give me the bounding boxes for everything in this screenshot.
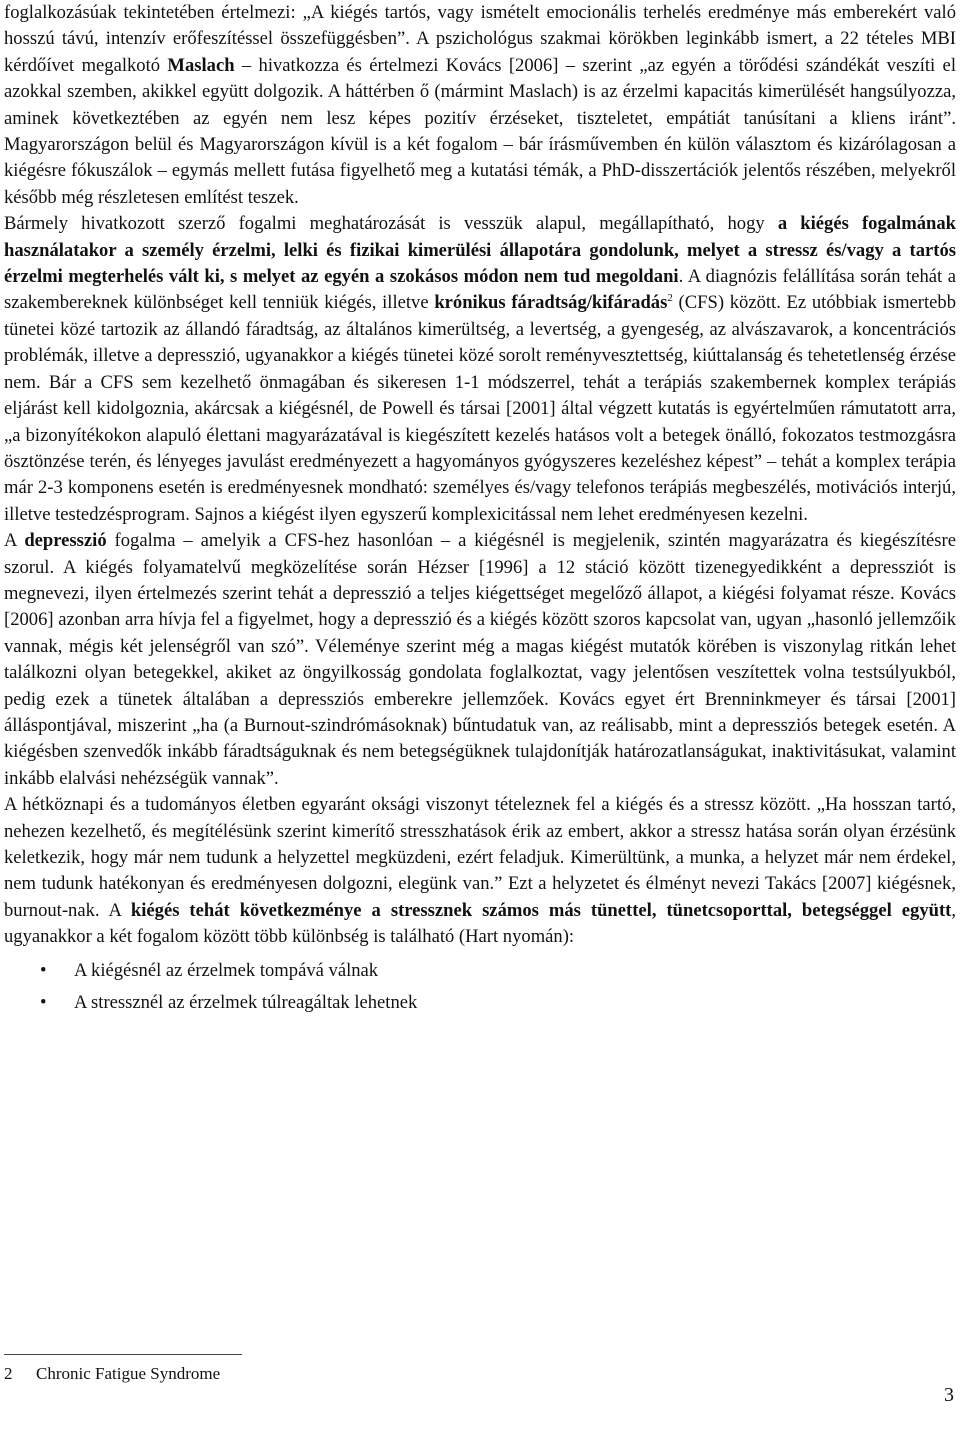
emphasis-text: a kiégés fogalmának használatakor a személy érzelmi, lelki és fizikai kimerülési állapotára gondolunk, melyet a stressz és/vagy a tartós érzelmi megterhelés vált ki, s melyet az egyén a szokásos módon nem tud megoldani <box>4 213 956 288</box>
bullet-text: A stressznél az érzelmek túlreagáltak lehetnek <box>74 991 418 1013</box>
footnote-divider <box>4 1354 242 1355</box>
footnote <box>4 1364 220 1384</box>
text-run: foglalkozásúak tekintetében értelmezi: „A kiégés tartós, vagy ismételt emocionális terhelés eredménye más emberekért való hosszú távú, intenzív erőfeszítéssel összefüggésben”. A pszichológus szakmai körökben leginkább ismert, a 22 tételes MBI kérdőívet megalkotó <box>4 2 956 76</box>
paragraph-1 <box>4 0 956 211</box>
footnote-text: Chronic Fatigue Syndrome <box>36 1364 221 1383</box>
bullet-icon: • <box>40 959 47 981</box>
bullet-list <box>4 955 956 1019</box>
emphasis-text: kiégés tehát következménye a stressznek számos más tünettel, tünetcsoporttal, betegséggel együtt <box>130 899 952 921</box>
page-number: 3 <box>944 1384 954 1406</box>
bullet-item <box>40 987 956 1019</box>
bullet-icon: • <box>40 991 47 1013</box>
bullet-item <box>40 955 956 987</box>
text-run: fogalma – amelyik a CFS-hez hasonlóan – a kiégésnél is megjelenik, szintén magyarázatra és kiegészítésre szorul. A kiégés folyamatelvű megközelítése során Hézser [1996] a 12 stáció között tizenegyedikként a depressziót is megnevezi, ilyen értelmezés szerint tehát a depresszió a teljes kiégettséget megelőző állapot, a kiégési folyamat része. Kovács [2006] azonban arra hívja fel a figyelmet, hogy a depresszió és a kiégés között szoros kapcsolat van, ugyan „hasonló jellemzőik vannak, mégis két jelenségről van szó”. Véleménye szerint még a magas kiégést mutatók körében is viszonylag ritkán lehet találkozni olyan betegekkel, akiket az öngyilkosság gondolata foglalkoztat, vagy jelentősen veszítettek volna testsúlyukból, pedig ezek a tünetek általában a depressziós emberekre jellemzőek. Kovács egyet ért Brenninkmeyer és társai [2001] álláspontjával, miszerint „ha (a Burnout-szindrómásoknak) bűntudatuk van, az reálisabb, mint a depressziós betegek esetén. A kiégésben szenvedők inkább fáradtságuknak és nem betegségüknek tulajdonítják határozatlanságukat, inaktivitásukat, valamint inkább elalvási nehézségük vannak”. <box>4 530 956 789</box>
text-run: A hétköznapi és a tudományos életben egyaránt oksági viszonyt tételeznek fel a kiégés és a stressz között. „Ha hosszan tartó, nehezen kezelhető, és megítélésünk szerint kimerítő stresszhatások érik az embert, akkor a stressz hatása során olyan érzésünk keletkezik, hogy már nem tudunk a helyzettel megküzdeni, ezért feladjuk. Kimerültünk, a munka, a helyzet már nem érdekel, nem tudunk hatékonyan és eredményesen dolgozni, elegünk van.” Ezt a helyzetet és élményt nevezi Takács [2007] kiégésnek, burnout-nak. A <box>4 794 956 921</box>
footnote-number: 2 <box>4 1364 13 1383</box>
footnote-ref: 2 <box>667 292 673 305</box>
emphasis-text: krónikus fáradtság/kifáradás <box>434 292 668 314</box>
text-run: A <box>4 530 25 552</box>
bullet-text: A kiégésnél az érzelmek tompává válnak <box>74 959 379 981</box>
paragraph-3 <box>4 528 956 792</box>
emphasis-text: Maslach <box>167 54 235 76</box>
text-run: . A diagnózis felállítása során tehát a szakembereknek különbséget kell tenniük kiégés, illetve <box>4 266 956 314</box>
text-run: (CFS) között. Ez utóbbiak ismertebb tünetei közé tartozik az állandó fáradtság, az általános kimerültség, a levertség, a gyengeség, az alvászavarok, a koncentrációs problémák, illetve a depresszió, ugyanakkor a kiégés tünetei közé sorolt reményvesztettség, kiúttalanság és tehetetlenség érzése nem. Bár a CFS sem kezelhető önmagában és sikeresen 1-1 módszerrel, tehát a terápiás szakembernek komplex terápiás eljárást kell kidolgoznia, akárcsak a kiégésnél, de Powell és társai [2001] által végzett kutatás is egyértelműen rámutatott arra, „a bizonyítékokon alapuló élettani magyarázatával is kiegészített kezelés hatásos volt a betegek önálló, fokozatos testmozgásra ösztönzése terén, és lényeges javulást eredményezett a hagyományos gyógyszeres kezeléshez képest” – tehát a komplex terápia már 2-3 komponens esetén is eredményesnek mondható: személyes és/vagy telefonos terápiás megbeszélés, motivációs interjú, illetve testedzésprogram. Sajnos a kiégést ilyen egyszerű komplexicitással nem lehet eredményesen kezelni. <box>4 292 956 525</box>
paragraph-2 <box>4 211 956 528</box>
text-run: Bármely hivatkozott szerző fogalmi meghatározását is vesszük alapul, megállapítható, hogy <box>4 213 778 235</box>
paragraph-4 <box>4 792 956 950</box>
emphasis-text: depresszió <box>24 530 107 552</box>
document-body <box>4 0 956 1019</box>
text-run: , ugyanakkor a két fogalom között több különbség is található (Hart nyomán): <box>4 899 956 948</box>
text-run: – hivatkozza és értelmezi Kovács [2006] – szerint „az egyén a törődési szándékát veszíti el azokkal szemben, akikkel együtt dolgozik. A háttérben ő (mármint Maslach) is az érzelmi kapacitás kimerülését hangsúlyozza, aminek következtében az egyén nem lesz képes pozitív érzéseket, tiszteletet, empátiát tanúsítani a kliens iránt”. Magyarországon belül és Magyarországon kívül is a két fogalom – bár írásművemben én külön választom és kizárólagosan a kiégésre fókuszálok – egymás mellett futása figyelhető meg a kutatási témák, a PhD-disszertációk jelentős részében, melyekről később még részletesen említést teszek. <box>4 54 956 208</box>
